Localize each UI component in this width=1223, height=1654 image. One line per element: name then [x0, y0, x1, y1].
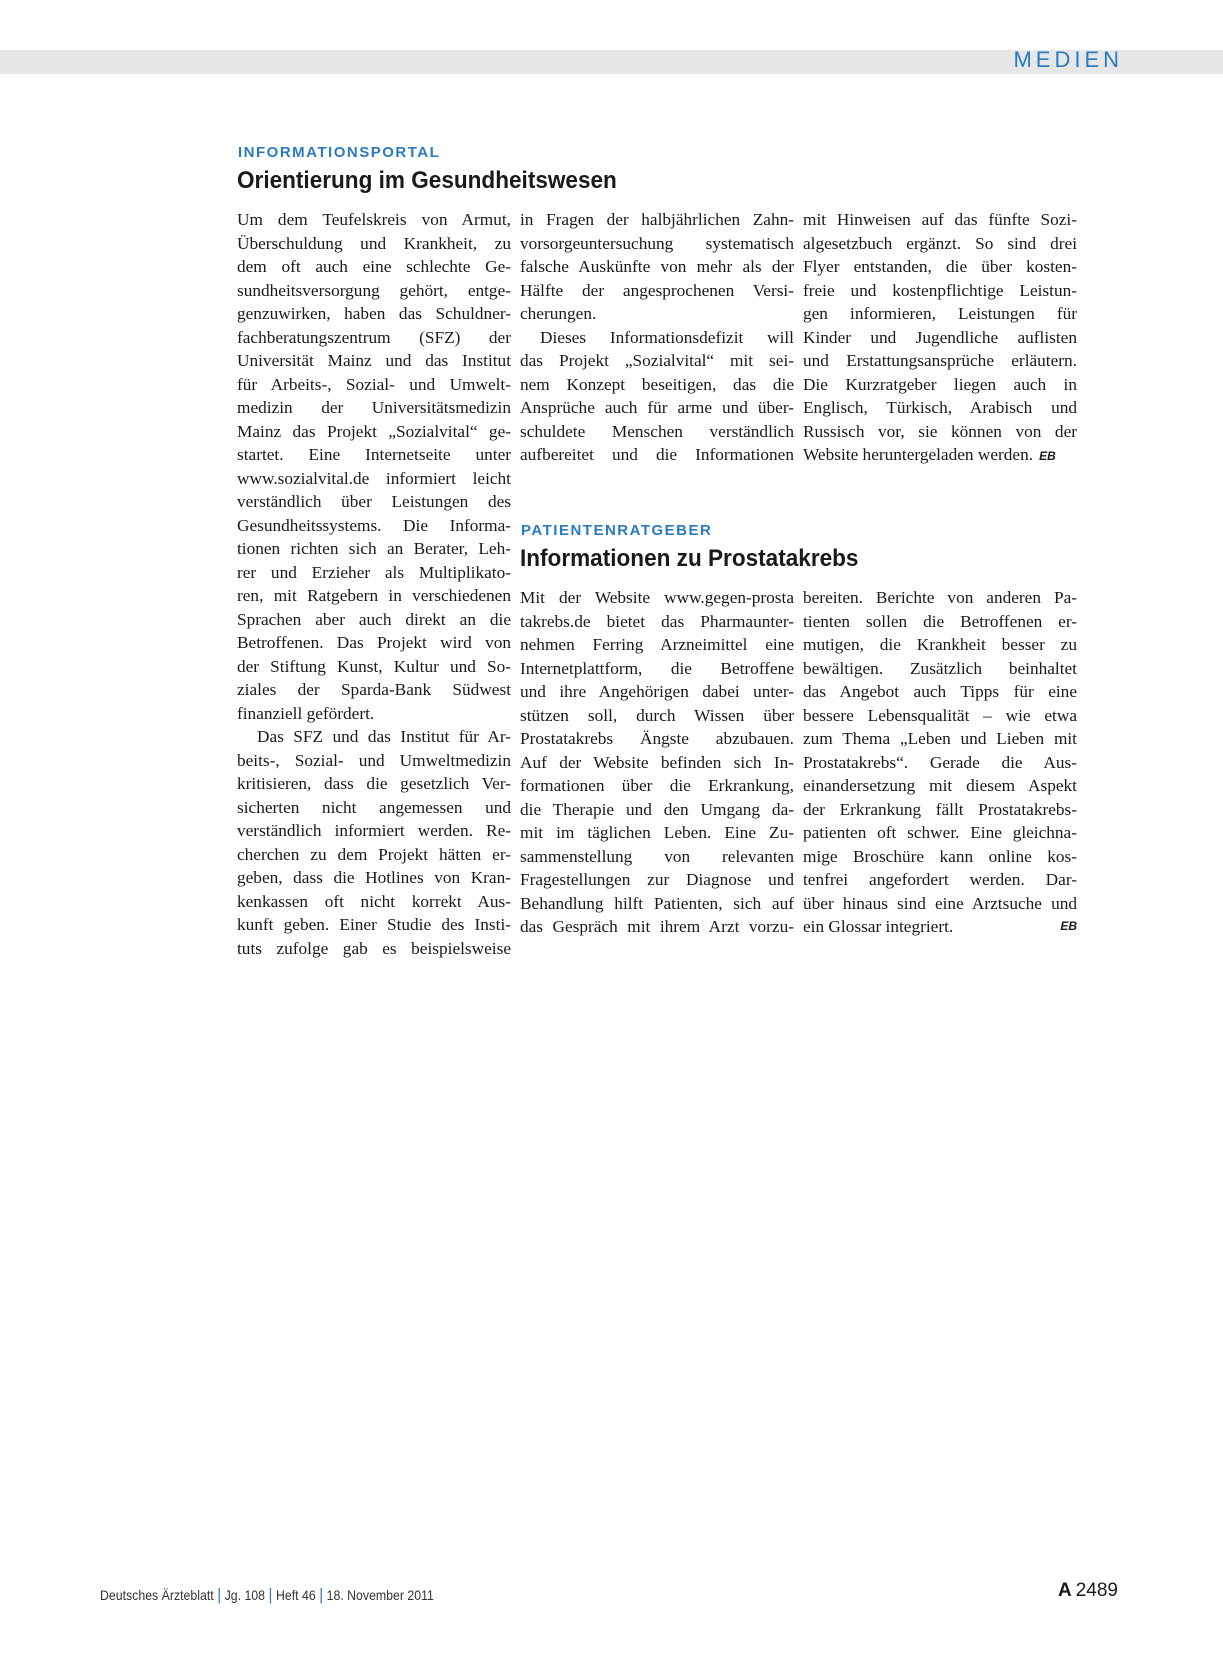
- text-line: cherungen.: [520, 304, 597, 323]
- text-line: Prostatakrebs“. Gerade die Aus-: [803, 752, 1077, 772]
- text-line: sundheitsversorgung gehört, entge-: [237, 280, 511, 300]
- page-prefix: A: [1057, 1580, 1072, 1601]
- text-line: algesetzbuch ergänzt. So sind drei: [803, 233, 1077, 253]
- article1-column-1: [237, 208, 511, 960]
- text-line: mutigen, die Krankheit besser zu: [803, 635, 1077, 654]
- text-line: falsche Auskünfte von mehr als der: [520, 257, 794, 276]
- text-line: Gesundheitssystems. Die Informa-: [237, 515, 511, 535]
- text-line: Überschuldung und Krankheit, zu: [237, 233, 511, 253]
- text-line: Fragestellungen zur Diagnose und: [520, 870, 794, 889]
- text-line: kritisieren, dass die gesetzlich Ver-: [237, 774, 511, 793]
- text-line: startet. Eine Internetseite unter: [237, 445, 511, 464]
- text-line: mit Hinweisen auf das fünfte Sozi-: [803, 210, 1077, 229]
- text-line: vorsorgeuntersuchung systematisch: [520, 233, 794, 253]
- text-line: die Therapie und den Umgang da-: [520, 799, 794, 819]
- separator: |: [268, 1585, 273, 1604]
- text-line: medizin der Universitätsmedizin: [237, 398, 511, 417]
- text-line: finanziell gefördert.: [237, 703, 375, 723]
- section-label: MEDIEN: [1013, 47, 1123, 72]
- text-line: genzuwirken, haben das Schuldner-: [237, 304, 511, 323]
- text-line: cherchen zu dem Projekt hätten er-: [237, 844, 511, 864]
- separator: |: [319, 1585, 324, 1604]
- text-line: Flyer entstanden, die über kosten-: [803, 257, 1077, 276]
- text-line: Ansprüche auch für arme und über-: [520, 398, 794, 417]
- text-line: tienten sollen die Betroffenen er-: [803, 611, 1077, 631]
- text-line: geben, dass die Hotlines von Kran-: [237, 868, 511, 887]
- text-line: gen informieren, Leistungen für: [803, 304, 1077, 323]
- article1-kicker: INFORMATIONSPORTAL: [238, 144, 441, 161]
- text-line: Mainz das Projekt „Sozialvital“ ge-: [237, 421, 511, 441]
- text-line: freie und kostenpflichtige Leistun-: [803, 280, 1077, 300]
- text-line: mige Broschüre kann online kos-: [803, 846, 1077, 866]
- text-line: Das SFZ und das Institut für Ar-: [257, 727, 511, 746]
- text-line: das Angebot auch Tipps für eine: [803, 682, 1077, 701]
- text-line: für Arbeits-, Sozial- und Umwelt-: [237, 374, 511, 394]
- journal-date: 18. November 2011: [326, 1587, 434, 1603]
- text-line: Universität Mainz und das Institut: [237, 351, 511, 370]
- text-line: einandersetzung mit diesem Aspekt: [803, 776, 1077, 795]
- text-line: aufbereitet und die Informationen: [520, 445, 794, 464]
- article2-title: Informationen zu Prostatakrebs: [520, 545, 859, 572]
- text-line: das Projekt „Sozialvital“ mit sei-: [520, 351, 794, 370]
- page-number: [1058, 1580, 1118, 1602]
- text-line: Auf der Website befinden sich In-: [520, 752, 794, 772]
- article2-column-2: [803, 586, 1077, 939]
- text-line: Betroffenen. Das Projekt wird von: [237, 633, 511, 652]
- text-line-content: Website heruntergeladen werden.: [803, 445, 1034, 464]
- text-line: ren, mit Ratgebern in verschiedenen: [237, 586, 511, 605]
- article1-author: EB: [1039, 449, 1056, 463]
- article1-column-2: [520, 208, 794, 467]
- article2-author: EB: [1060, 919, 1077, 933]
- text-line: Englisch, Türkisch, Arabisch und: [803, 398, 1077, 417]
- text-line: beits-, Sozial- und Umweltmedizin: [237, 750, 511, 770]
- text-line: tuts zufolge gab es beispielsweise: [237, 938, 511, 958]
- text-line: Mit der Website www.gegen-prosta: [520, 588, 794, 607]
- text-line: verständlich informiert werden. Re-: [237, 821, 511, 840]
- text-line: takrebs.de bietet das Pharmaunter-: [520, 611, 794, 631]
- text-line: kunft geben. Einer Studie des Insti-: [237, 915, 511, 934]
- text-line: nem Konzept beseitigen, das die: [520, 374, 794, 394]
- text-line: Behandlung hilft Patienten, sich auf: [520, 893, 794, 913]
- text-line: formationen über die Erkrankung,: [520, 776, 794, 795]
- text-line-with-author: [803, 915, 1077, 939]
- text-line: Dieses Informationsdefizit will: [540, 327, 794, 347]
- page-number-value: 2489: [1075, 1580, 1118, 1601]
- journal-name: Deutsches Ärzteblatt: [100, 1587, 214, 1603]
- text-line: in Fragen der halbjährlichen Zahn-: [520, 210, 794, 229]
- text-line: Prostatakrebs Ängste abzubauen.: [520, 729, 794, 748]
- text-line: der Stiftung Kunst, Kultur und So-: [237, 656, 511, 676]
- text-line: mit im täglichen Leben. Eine Zu-: [520, 823, 794, 842]
- footer-citation: [100, 1585, 434, 1605]
- text-line: Sprachen aber auch direkt an die: [237, 609, 511, 629]
- text-line: schuldete Menschen verständlich: [520, 421, 794, 441]
- text-line-content: ein Glossar integriert.: [803, 917, 954, 936]
- text-line: bereiten. Berichte von anderen Pa-: [803, 588, 1077, 607]
- text-line: Hälfte der angesprochenen Versi-: [520, 280, 794, 300]
- text-line: Um dem Teufelskreis von Armut,: [237, 210, 511, 229]
- journal-issue: Heft 46: [275, 1587, 316, 1603]
- text-line: zum Thema „Leben und Lieben mit: [803, 729, 1077, 748]
- text-line: fachberatungszentrum (SFZ) der: [237, 327, 511, 347]
- text-line: Die Kurzratgeber liegen auch in: [803, 374, 1077, 394]
- text-line: Internetplattform, die Betroffene: [520, 658, 794, 678]
- text-line: tenfrei angefordert werden. Dar-: [803, 870, 1077, 889]
- text-line: verständlich über Leistungen des: [237, 492, 511, 511]
- text-line: das Gespräch mit ihrem Arzt vorzu-: [520, 917, 794, 936]
- text-line: nehmen Ferring Arzneimittel eine: [520, 635, 794, 654]
- text-line: dem oft auch eine schlechte Ge-: [237, 257, 511, 276]
- text-line: Russisch vor, sie können von der: [803, 421, 1077, 441]
- article2-column-1: [520, 586, 794, 939]
- text-line: tionen richten sich an Berater, Leh-: [237, 539, 511, 558]
- article1-column-3: [803, 208, 1077, 467]
- text-line: und ihre Angehörigen dabei unter-: [520, 682, 794, 701]
- text-line: Kinder und Jugendliche auflisten: [803, 327, 1077, 347]
- text-line: bessere Lebensqualität – wie etwa: [803, 705, 1077, 725]
- article1-title: Orientierung im Gesundheitswesen: [237, 167, 617, 194]
- separator: |: [217, 1585, 222, 1604]
- journal-volume: Jg. 108: [224, 1587, 266, 1603]
- text-line: sicherten nicht angemessen und: [237, 797, 511, 817]
- text-line: ziales der Sparda-Bank Südwest: [237, 680, 511, 699]
- text-line: bewältigen. Zusätzlich beinhaltet: [803, 658, 1077, 678]
- text-line: der Erkrankung fällt Prostatakrebs-: [803, 799, 1077, 819]
- text-line: sammenstellung von relevanten: [520, 846, 794, 866]
- text-line: und Erstattungsansprüche erläutern.: [803, 351, 1077, 370]
- text-line: kenkassen oft nicht korrekt Aus-: [237, 891, 511, 911]
- text-line: rer und Erzieher als Multiplikato-: [237, 562, 511, 582]
- text-line-with-author: [803, 443, 1077, 467]
- text-line: patienten oft schwer. Eine gleichna-: [803, 823, 1077, 842]
- text-line: www.sozialvital.de informiert leicht: [237, 468, 511, 488]
- text-line: stützen soll, durch Wissen über: [520, 705, 794, 725]
- text-line: über hinaus sind eine Arztsuche und: [803, 893, 1077, 913]
- article2-kicker: PATIENTENRATGEBER: [521, 522, 713, 539]
